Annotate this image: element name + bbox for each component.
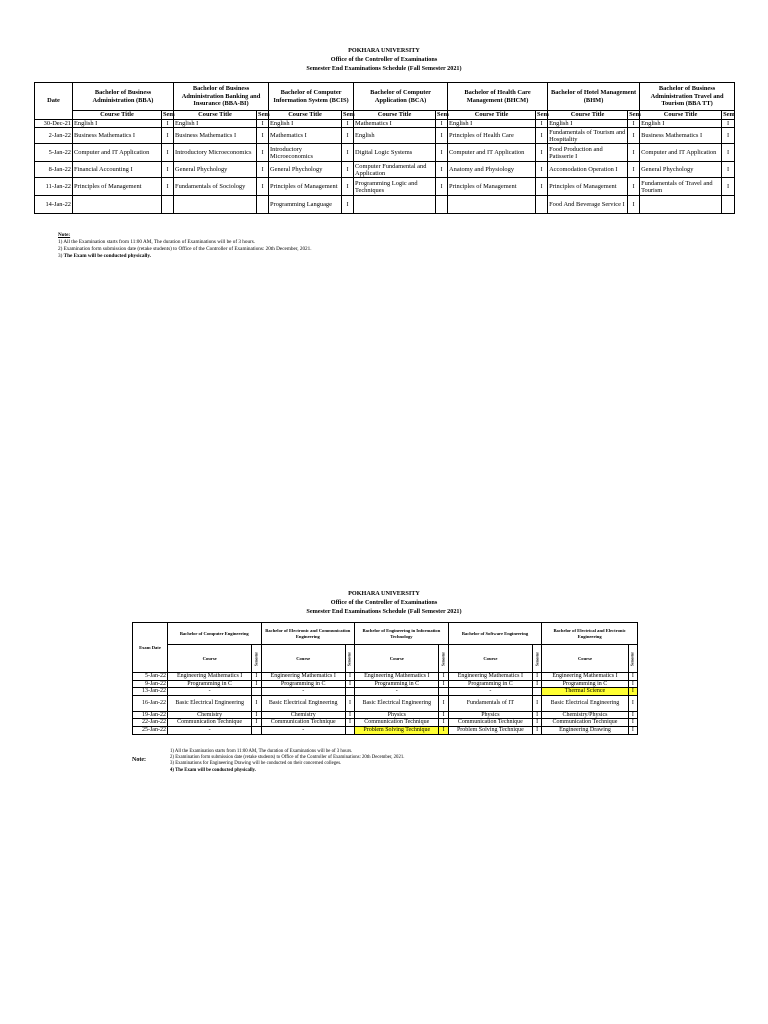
office-name: Office of the Controller of Examinations — [330, 599, 438, 606]
semester-cell: I — [436, 178, 448, 196]
semester-cell: I — [342, 120, 354, 128]
table-row — [35, 120, 735, 128]
course-cell — [174, 196, 257, 214]
university-name: POKHARA UNIVERSITY — [348, 47, 420, 54]
schedule2-header — [0, 589, 768, 616]
semester-cell — [436, 196, 448, 214]
table-row — [133, 673, 638, 681]
note-line: 3) Examinations for Engineering Drawing will be conducted on their concerned colleges. — [170, 761, 342, 767]
course-cell: General Phychology — [174, 162, 257, 178]
exam-date-cell: 5-Jan-22 — [35, 144, 73, 162]
semester-cell: I — [536, 144, 548, 162]
course-cell: Business Mathematics I — [73, 128, 162, 144]
schedule-title: Semester End Examinations Schedule (Fall Semester 2021) — [306, 608, 462, 615]
table-row — [35, 128, 735, 144]
course-cell: English I — [269, 120, 342, 128]
course-cell: Basic Electrical Engineering — [167, 695, 251, 711]
note-line: 2) Examination form submission date (retake students) to Office of the Controller of Examinations: 20th December, 2021. — [170, 755, 405, 761]
exam-date-cell: 22-Jan-22 — [133, 719, 168, 727]
course-cell: Problem Solving Technique — [448, 726, 532, 734]
sem-header: Sem — [629, 111, 641, 119]
semester-cell: I — [628, 673, 637, 681]
sem-header: Sem — [163, 111, 175, 119]
semester-cell: I — [345, 673, 354, 681]
semester-cell — [722, 196, 735, 214]
course-title-header: Course Title — [73, 111, 162, 120]
semester-cell: I — [628, 680, 637, 688]
schedule1-header — [0, 46, 768, 73]
semester-cell: I — [628, 726, 637, 734]
semester-cell — [252, 726, 261, 734]
course-cell: Introductory Microeconomics — [269, 144, 342, 162]
course-cell: Principles of Management — [448, 178, 536, 196]
semester-cell: I — [722, 178, 735, 196]
table-row — [133, 711, 638, 719]
course-cell: English I — [73, 120, 162, 128]
semester-cell: I — [252, 695, 261, 711]
semester-cell: I — [439, 726, 448, 734]
semester-cell: I — [628, 120, 640, 128]
sem-header: Sem — [343, 111, 355, 119]
program-header: Bachelor of Computer Application (BCA) — [354, 83, 448, 111]
course-cell: Engineering Drawing — [542, 726, 628, 734]
semester-cell: I — [628, 162, 640, 178]
course-cell: Chemistry — [261, 711, 345, 719]
course-cell: Digital Logic Systems — [354, 144, 436, 162]
course-cell: Physics — [448, 711, 532, 719]
semester-cell: I — [722, 144, 735, 162]
program-header: Bachelor of Health Care Management (BHCM) — [448, 83, 548, 111]
course-cell: - — [355, 688, 439, 696]
semester-cell: I — [439, 695, 448, 711]
course-cell: English I — [548, 120, 628, 128]
course-cell: Programming in C — [261, 680, 345, 688]
semester-cell: I — [342, 178, 354, 196]
sem-header: Sem — [258, 111, 270, 119]
semester-cell: I — [536, 178, 548, 196]
course-title-header: Course Title — [640, 111, 722, 120]
course-cell: Principles of Management — [269, 178, 342, 196]
semester-header: Semester — [533, 645, 542, 673]
exam-date-cell: 25-Jan-22 — [133, 726, 168, 734]
exam-date-cell: 2-Jan-22 — [35, 128, 73, 144]
semester-cell: I — [533, 711, 542, 719]
program-header: Bachelor of Computer Information System (BCIS) — [269, 83, 354, 111]
semester-cell: I — [342, 196, 354, 214]
course-cell: Problem Solving Technique — [355, 726, 439, 734]
schedule1-notes — [58, 232, 312, 260]
semester-cell: I — [628, 695, 637, 711]
semester-cell: I — [533, 673, 542, 681]
course-cell: General Phychology — [640, 162, 722, 178]
course-cell: Programming Logic and Techniques — [354, 178, 436, 196]
semester-cell: I — [252, 719, 261, 727]
program-header: Bachelor of Electrical and Electronic Engineering — [542, 623, 638, 645]
course-cell: Programming in C — [448, 680, 532, 688]
semester-cell: I — [342, 162, 354, 178]
program-header: Bachelor of Electronic and Communication Engineering — [261, 623, 355, 645]
semester-header: Semester — [628, 645, 637, 673]
course-cell: Communication Technique — [167, 719, 251, 727]
exam-date-cell: 16-Jan-22 — [133, 695, 168, 711]
exam-date-cell: 14-Jan-22 — [35, 196, 73, 214]
schedule-title: Semester End Examinations Schedule (Fall Semester 2021) — [306, 65, 462, 72]
semester-cell: I — [257, 178, 269, 196]
schedule1-table — [34, 82, 735, 214]
course-cell: Accomodation Operation I — [548, 162, 628, 178]
course-cell — [354, 196, 436, 214]
semester-cell: I — [628, 196, 640, 214]
course-cell: English I — [640, 120, 722, 128]
semester-cell: I — [345, 719, 354, 727]
semester-cell — [533, 688, 542, 696]
semester-cell: I — [436, 120, 448, 128]
semester-cell — [536, 196, 548, 214]
table-row — [35, 162, 735, 178]
course-cell: Fundamentals of Sociology — [174, 178, 257, 196]
schedule1-body — [35, 120, 735, 214]
course-title-header: Course Title — [269, 111, 342, 120]
semester-cell — [257, 196, 269, 214]
semester-cell: I — [162, 128, 174, 144]
course-cell: Financial Accounting I — [73, 162, 162, 178]
date-column-header: Date — [35, 83, 73, 120]
course-header: Course — [448, 645, 532, 673]
course-cell: Communication Technique — [542, 719, 628, 727]
course-title-header: Course Title — [354, 111, 436, 120]
semester-cell: I — [536, 128, 548, 144]
course-cell: Chemistry — [167, 711, 251, 719]
course-cell: Engineering Mathematics I — [261, 673, 345, 681]
course-header: Course — [167, 645, 251, 673]
note-label: Note: — [132, 757, 146, 763]
semester-header: Semester — [345, 645, 354, 673]
semester-cell: I — [252, 673, 261, 681]
semester-cell: I — [628, 688, 637, 696]
course-cell: Computer Fundamental and Application — [354, 162, 436, 178]
note-line-bold — [58, 253, 312, 260]
course-cell: Computer and IT Application — [448, 144, 536, 162]
semester-cell: I — [162, 144, 174, 162]
program-header: Bachelor of Business Administration Banking and Insurance (BBA-BI) — [174, 83, 269, 111]
course-cell: Fundamentals of Travel and Tourism — [640, 178, 722, 196]
semester-cell — [345, 726, 354, 734]
note-line: 2) Examination form submission date (retake students) to Office of the Controller of Examinations: 20th December, 2021. — [58, 246, 312, 252]
course-cell: Communication Technique — [448, 719, 532, 727]
course-cell: General Phychology — [269, 162, 342, 178]
course-cell: Fundamentals of Tourism and Hospitality — [548, 128, 628, 144]
semester-cell: I — [628, 719, 637, 727]
semester-cell: I — [533, 719, 542, 727]
table-row — [35, 196, 735, 214]
semester-cell: I — [436, 128, 448, 144]
course-cell: Food And Beverage Service I — [548, 196, 628, 214]
sem-header: Sem — [537, 111, 549, 119]
course-cell: Programming in C — [167, 680, 251, 688]
schedule2-table — [132, 622, 638, 735]
semester-cell: I — [628, 144, 640, 162]
semester-cell: I — [252, 680, 261, 688]
semester-cell: I — [257, 128, 269, 144]
course-cell: Introductory Microeconomics — [174, 144, 257, 162]
exam-date-cell: 5-Jan-22 — [133, 673, 168, 681]
course-cell: Basic Electrical Engineering — [542, 695, 628, 711]
course-cell: Principles of Health Care — [448, 128, 536, 144]
course-cell: Chemistry/Physics — [542, 711, 628, 719]
semester-cell: I — [162, 178, 174, 196]
course-title-header: Course Title — [548, 111, 628, 120]
course-cell: Computer and IT Application — [73, 144, 162, 162]
course-cell: English I — [448, 120, 536, 128]
program-header: Bachelor of Computer Engineering — [167, 623, 261, 645]
note-number: 3) — [58, 253, 63, 259]
course-cell: Anatomy and Physiology — [448, 162, 536, 178]
course-cell: Basic Electrical Engineering — [261, 695, 345, 711]
semester-cell: I — [628, 128, 640, 144]
semester-cell — [252, 688, 261, 696]
course-title-header: Course Title — [448, 111, 536, 120]
course-header: Course — [261, 645, 345, 673]
course-cell — [640, 196, 722, 214]
office-name: Office of the Controller of Examinations — [330, 56, 438, 63]
semester-cell: I — [257, 120, 269, 128]
table-row — [35, 144, 735, 162]
semester-cell: I — [533, 680, 542, 688]
semester-cell: I — [162, 162, 174, 178]
semester-cell: I — [533, 726, 542, 734]
semester-cell: I — [345, 695, 354, 711]
course-cell: Computer and IT Application — [640, 144, 722, 162]
semester-header: Semester — [252, 645, 261, 673]
semester-cell: I — [342, 128, 354, 144]
course-header: Course — [542, 645, 628, 673]
semester-cell: I — [436, 144, 448, 162]
course-title-header: Course Title — [174, 111, 257, 120]
course-cell: Communication Technique — [355, 719, 439, 727]
note-label: Note: — [58, 232, 71, 238]
course-header: Course — [355, 645, 439, 673]
course-cell: - — [167, 726, 251, 734]
program-header: Bachelor of Engineering in Information Technology — [355, 623, 449, 645]
course-cell: Engineering Mathematics I — [448, 673, 532, 681]
course-cell: Food Production and Patisserie I — [548, 144, 628, 162]
semester-cell: I — [722, 120, 735, 128]
note-line: 1) All the Examination starts from 11:00 AM, The duration of Examinations will be of 3 hours. — [58, 239, 256, 245]
exam-date-cell: 13-Jan-22 — [133, 688, 168, 696]
course-cell: Engineering Mathematics I — [167, 673, 251, 681]
course-cell: - — [167, 688, 251, 696]
university-name: POKHARA UNIVERSITY — [348, 590, 420, 597]
course-cell: Basic Electrical Engineering — [355, 695, 439, 711]
course-cell: Programming in C — [542, 680, 628, 688]
course-cell: Programming in C — [355, 680, 439, 688]
course-cell: Programming Language — [269, 196, 342, 214]
course-cell: Principles of Management — [73, 178, 162, 196]
semester-header: Semester — [439, 645, 448, 673]
course-cell: Fundamentals of IT — [448, 695, 532, 711]
semester-cell: I — [252, 711, 261, 719]
semester-cell — [439, 688, 448, 696]
course-cell: Engineering Mathematics I — [542, 673, 628, 681]
semester-cell: I — [439, 711, 448, 719]
course-cell: Engineering Mathematics I — [355, 673, 439, 681]
course-cell: Business Mathematics I — [174, 128, 257, 144]
exam-date-cell: 9-Jan-22 — [133, 680, 168, 688]
course-cell: English — [354, 128, 436, 144]
course-cell: Principles of Management — [548, 178, 628, 196]
note-text: The Exam will be conducted physically. — [63, 253, 151, 259]
exam-date-cell: 19-Jan-22 — [133, 711, 168, 719]
exam-date-cell: 8-Jan-22 — [35, 162, 73, 178]
semester-cell: I — [533, 695, 542, 711]
program-header: Bachelor of Business Administration (BBA) — [73, 83, 174, 111]
course-cell: Mathematics I — [354, 120, 436, 128]
semester-cell — [345, 688, 354, 696]
course-cell: Thermal Science — [542, 688, 628, 696]
semester-cell: I — [628, 178, 640, 196]
table-row — [133, 688, 638, 696]
course-cell: - — [261, 726, 345, 734]
exam-date-cell: 30-Dec-21 — [35, 120, 73, 128]
semester-cell: I — [257, 144, 269, 162]
note-line-bold: 4) The Exam will be conducted physically. — [170, 767, 256, 773]
program-header: Bachelor of Business Administration Travel and Tourism (BBA TT) — [640, 83, 735, 111]
sem-header: Sem — [437, 111, 449, 119]
table-row — [133, 719, 638, 727]
semester-cell: I — [536, 162, 548, 178]
exam-date-column-header: Exam Date — [133, 623, 168, 673]
semester-cell: I — [722, 128, 735, 144]
course-cell — [73, 196, 162, 214]
table-row — [133, 695, 638, 711]
semester-cell: I — [722, 162, 735, 178]
note-line: 1) All the Examination starts from 11:00 AM, The duration of Examinations will be of 3 hours. — [170, 749, 353, 754]
semester-cell: I — [257, 162, 269, 178]
course-cell: - — [261, 688, 345, 696]
semester-cell: I — [628, 711, 637, 719]
semester-cell: I — [162, 120, 174, 128]
exam-date-cell: 11-Jan-22 — [35, 178, 73, 196]
course-cell: Mathematics I — [269, 128, 342, 144]
semester-cell: I — [436, 162, 448, 178]
course-cell: English I — [174, 120, 257, 128]
semester-cell: I — [439, 680, 448, 688]
course-cell: Physics — [355, 711, 439, 719]
semester-cell: I — [342, 144, 354, 162]
table-row — [133, 680, 638, 688]
program-header: Bachelor of Software Engineering — [448, 623, 542, 645]
schedule2-body — [133, 673, 638, 735]
semester-cell: I — [345, 680, 354, 688]
semester-cell: I — [536, 120, 548, 128]
sem-header: Sem — [723, 111, 735, 119]
course-cell: - — [448, 688, 532, 696]
semester-cell: I — [439, 673, 448, 681]
course-cell: Business Mathematics I — [640, 128, 722, 144]
course-cell — [448, 196, 536, 214]
semester-cell — [162, 196, 174, 214]
program-header: Bachelor of Hotel Management (BHM) — [548, 83, 640, 111]
table-row — [35, 178, 735, 196]
semester-cell: I — [439, 719, 448, 727]
course-cell: Communication Technique — [261, 719, 345, 727]
semester-cell: I — [345, 711, 354, 719]
table-row — [133, 726, 638, 734]
